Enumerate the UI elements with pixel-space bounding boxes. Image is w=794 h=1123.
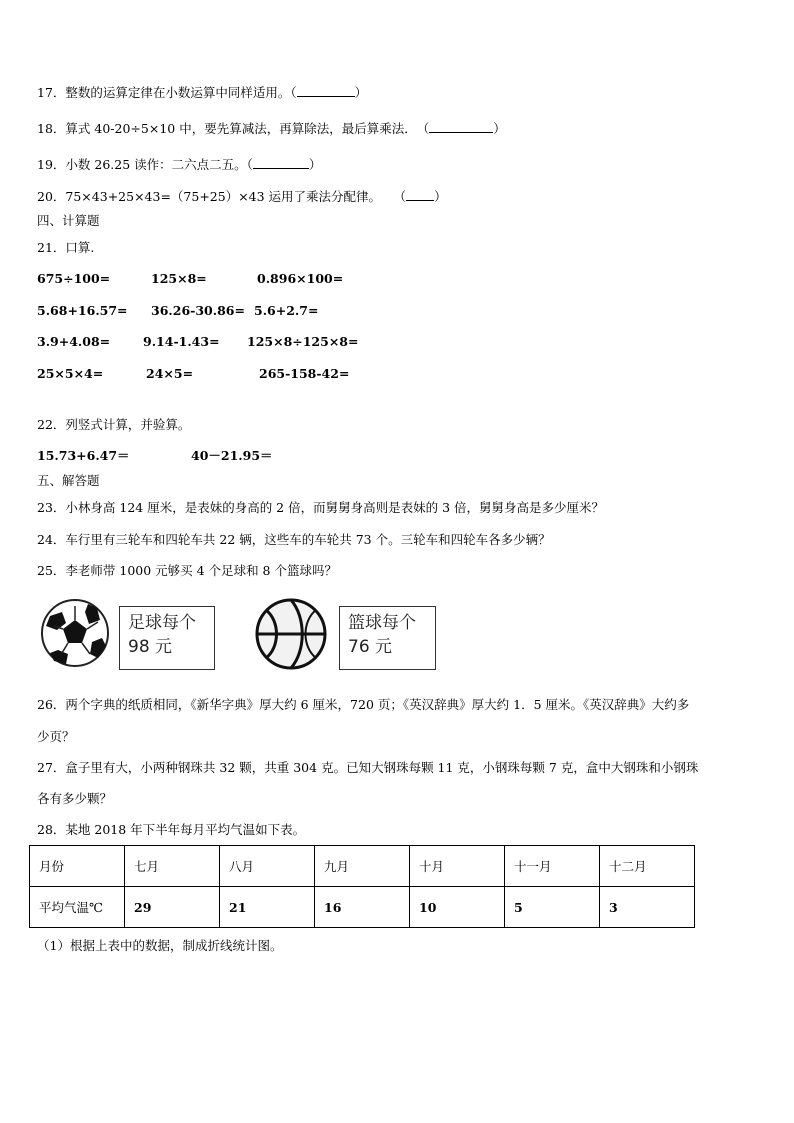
question-24: 24．车行里有三轮车和四轮车共 22 辆，这些车的车轮共 73 个。三轮车和四轮车各多少辆？ xyxy=(37,532,551,547)
question-27-line-1: 27．盒子里有大，小两种钢珠共 32 颗，共重 304 克。已知大钢珠每颗 11 克，小钢珠每颗 7 克，盒中大钢珠和小钢珠 xyxy=(37,760,699,775)
table-value-cell: 3 xyxy=(600,887,695,928)
soccer-ball-icon xyxy=(40,598,110,668)
question-20-text: 20．75×43+25×43=（75+25）×43 运用了乘法分配律。 （ xyxy=(37,189,407,204)
question-22-title: 22．列竖式计算，并验算。 xyxy=(37,417,191,432)
question-23: 23．小林身高 124 厘米，是表妹的身高的 2 倍，而舅舅身高则是表妹的 3 倍，舅舅身高是多少厘米？ xyxy=(37,500,605,515)
table-month-cell: 十月 xyxy=(410,846,505,887)
calc-item: 5.6+2.7= xyxy=(254,303,319,318)
table-row xyxy=(30,887,695,928)
temperature-table xyxy=(29,845,695,928)
basketball-icon xyxy=(254,597,328,671)
question-25: 25．李老师带 1000 元够买 4 个足球和 8 个篮球吗？ xyxy=(37,563,337,578)
calc-item: 36.26-30.86= xyxy=(151,303,245,318)
table-value-cell: 21 xyxy=(220,887,315,928)
calc-item: 5.68+16.57= xyxy=(37,303,128,318)
vertical-calc-item: 40－21.95＝ xyxy=(191,448,273,463)
question-28: 28．某地 2018 年下半年每月平均气温如下表。 xyxy=(37,822,306,837)
question-19-text: 19．小数 26.25 读作：二六点二五。（ xyxy=(37,157,253,172)
question-21-title: 21．口算. xyxy=(37,240,95,255)
table-value-cell: 5 xyxy=(505,887,600,928)
calc-item: 9.14-1.43= xyxy=(143,334,220,349)
question-20: 20．75×43+25×43=（75+25）×43 运用了乘法分配律。 （ ） xyxy=(37,189,447,204)
calc-item: 3.9+4.08= xyxy=(37,334,111,349)
football-price-label: 足球每个 xyxy=(128,613,196,633)
question-27-line-2: 各有多少颗？ xyxy=(37,791,113,806)
question-26-line-2: 少页？ xyxy=(37,729,75,744)
answer-blank-19[interactable] xyxy=(253,156,309,169)
calc-item: 0.896×100= xyxy=(257,271,344,286)
calc-item: 24×5= xyxy=(146,366,194,381)
question-17: 17．整数的运算定律在小数运算中同样适用。（ ） xyxy=(37,85,368,100)
basketball-price-label: 篮球每个 xyxy=(348,613,416,633)
football-price-box xyxy=(119,606,215,670)
basketball-price-value: 76 元 xyxy=(348,637,393,657)
answer-blank-17[interactable] xyxy=(297,84,355,97)
table-row xyxy=(30,846,695,887)
table-month-cell: 七月 xyxy=(125,846,220,887)
answer-blank-18[interactable] xyxy=(429,120,493,133)
football-price-value: 98 元 xyxy=(128,637,173,657)
question-18: 18．算式 40-20÷5×10 中，要先算减法，再算除法，最后算乘法． （ ） xyxy=(37,121,506,136)
question-17-text: 17．整数的运算定律在小数运算中同样适用。（ xyxy=(37,85,297,100)
table-value-cell: 10 xyxy=(410,887,505,928)
table-month-cell: 九月 xyxy=(315,846,410,887)
basketball-price-box xyxy=(339,606,436,670)
calc-item: 675÷100= xyxy=(37,271,111,286)
question-19: 19．小数 26.25 读作：二六点二五。（ ） xyxy=(37,157,322,172)
calc-item: 125×8÷125×8= xyxy=(247,334,359,349)
calc-item: 125×8= xyxy=(151,271,207,286)
answer-blank-20[interactable] xyxy=(406,188,434,201)
question-18-text: 18．算式 40-20÷5×10 中，要先算减法，再算除法，最后算乘法． （ xyxy=(37,121,430,136)
table-header-label: 月份 xyxy=(30,846,125,887)
calc-item: 25×5×4= xyxy=(37,366,104,381)
table-row-label: 平均气温℃ xyxy=(30,887,125,928)
question-28-sub-1: （1）根据上表中的数据，制成折线统计图。 xyxy=(37,938,283,953)
section-5-heading: 五、解答题 xyxy=(37,473,100,488)
table-month-cell: 十一月 xyxy=(505,846,600,887)
table-month-cell: 八月 xyxy=(220,846,315,887)
section-4-heading: 四、计算题 xyxy=(37,213,100,228)
table-month-cell: 十二月 xyxy=(600,846,695,887)
vertical-calc-item: 15.73+6.47＝ xyxy=(37,448,130,463)
table-value-cell: 29 xyxy=(125,887,220,928)
calc-item: 265-158-42= xyxy=(259,366,350,381)
table-value-cell: 16 xyxy=(315,887,410,928)
question-26-line-1: 26．两个字典的纸质相同，《新华字典》厚大约 6 厘米，720 页；《英汉辞典》厚大约 1．5 厘米。《英汉辞典》大约多 xyxy=(37,697,690,712)
